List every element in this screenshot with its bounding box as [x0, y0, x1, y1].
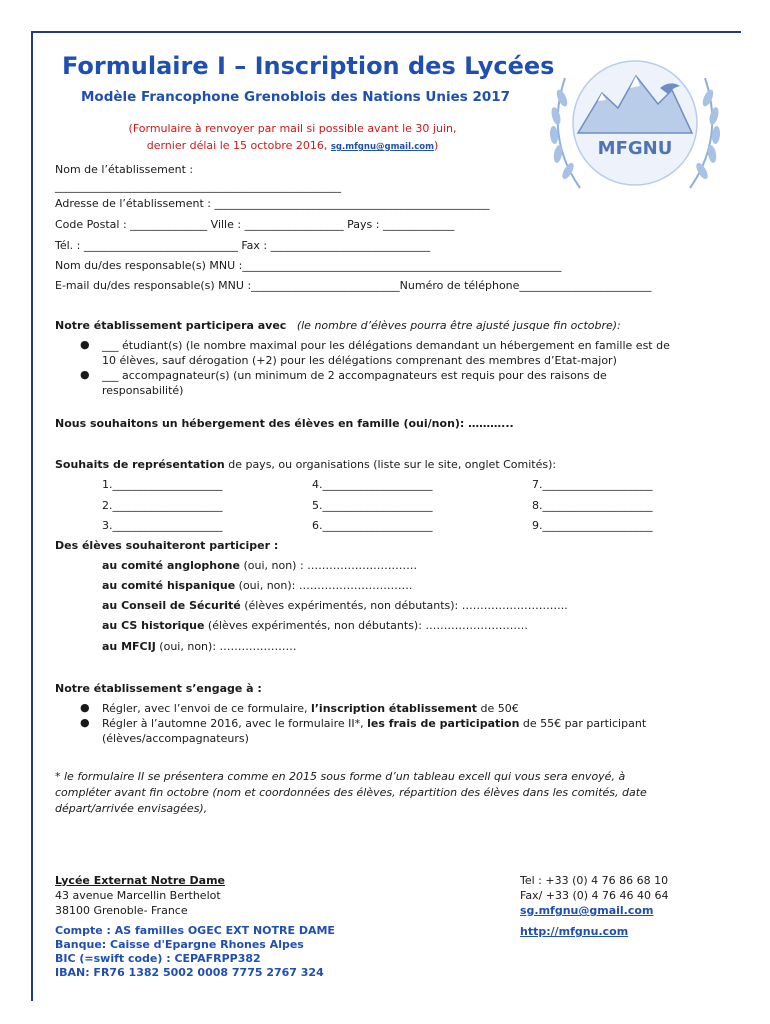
bank-account: Compte : AS familles OGEC EXT NOTRE DAME: [55, 924, 335, 937]
nom-etablissement-field[interactable]: ____________________________________________________: [55, 180, 341, 193]
engagement-1-pre: Régler, avec l’envoi de ce formulaire,: [102, 702, 311, 715]
comite-anglophone-label: au comité anglophone: [102, 559, 240, 572]
representation-slot-4[interactable]: 4.____________________: [312, 478, 433, 491]
comites-heading: Des élèves souhaiteront participer :: [55, 539, 279, 552]
comite-mfcij-label: au MFCIJ: [102, 640, 156, 653]
email-telephone-field[interactable]: E-mail du/des responsable(s) MNU :___________________________Numéro de téléphone________________________: [55, 279, 652, 292]
participation-heading-bold: Notre établissement participera avec: [55, 319, 287, 332]
representation-slot-7[interactable]: 7.____________________: [532, 478, 653, 491]
comite-hispanique-answer: (oui, non): ………………………….: [235, 579, 413, 592]
comite-mfcij-answer: (oui, non): …………………: [155, 640, 297, 653]
comite-hispanique[interactable]: [102, 579, 412, 592]
footnote-line-3: départ/arrivée envisagées),: [55, 802, 208, 815]
comite-mfcij[interactable]: [102, 640, 297, 653]
participation-heading-italic: (le nombre d’élèves pourra être ajusté jusque fin octobre):: [296, 319, 621, 332]
representation-heading: [55, 458, 556, 472]
representation-slot-8[interactable]: 8.____________________: [532, 499, 653, 512]
bank-bic: BIC (=swift code) : CEPAFRPP382: [55, 952, 261, 965]
comite-anglophone[interactable]: [102, 559, 417, 572]
notice-line-1: (Formulaire à renvoyer par mail si possible avant le 30 juin,: [128, 122, 457, 135]
representation-heading-bold: Souhaits de représentation: [55, 458, 225, 471]
website-link[interactable]: http://mfgnu.com: [520, 925, 629, 938]
tel-fax-field[interactable]: Tél. : ____________________________ Fax : _____________________________: [55, 239, 431, 252]
representation-slot-1[interactable]: 1.____________________: [102, 478, 223, 491]
school-address-1: 43 avenue Marcellin Berthelot: [55, 889, 221, 902]
hebergement-question[interactable]: Nous souhaitons un hébergement des élèves en famille (oui/non): ………...: [55, 417, 514, 430]
etudiants-line-1[interactable]: ___ étudiant(s) (le nombre maximal pour les délégations demandant un hébergement en famille est de: [102, 339, 670, 352]
bullet-icon: ●: [80, 368, 90, 381]
page-border-top: [31, 31, 741, 33]
notice-line-2: [95, 137, 490, 156]
notice-prefix: dernier délai le 15 octobre 2016,: [146, 139, 331, 152]
engagement-item-2: [102, 716, 646, 731]
engagement-1-post: de 50€: [477, 702, 519, 715]
page-border-left: [31, 31, 33, 1001]
representation-slot-2[interactable]: 2.____________________: [102, 499, 223, 512]
comite-cs-historique-label: au CS historique: [102, 619, 205, 632]
bank-name: Banque: Caisse d'Epargne Rhones Alpes: [55, 938, 304, 951]
comite-anglophone-answer: (oui, non) : …………………………: [239, 559, 418, 572]
comite-conseil-securite-answer: (élèves expérimentés, non débutants): ………………………..: [240, 599, 568, 612]
engagement-heading: Notre établissement s’engage à :: [55, 682, 262, 695]
notice-suffix: ): [433, 139, 439, 152]
engagement-1-bold: l’inscription établissement: [310, 702, 478, 715]
representation-slot-5[interactable]: 5.____________________: [312, 499, 433, 512]
bullet-icon: ●: [80, 701, 90, 714]
bullet-icon: ●: [80, 338, 90, 351]
comite-cs-historique[interactable]: [102, 619, 528, 632]
nom-etablissement-label: Nom de l’établissement :: [55, 163, 194, 176]
engagement-item-1: [102, 701, 519, 716]
engagement-2-pre: Régler à l’automne 2016, avec le formulaire II*,: [102, 717, 368, 730]
representation-slot-9[interactable]: 9.____________________: [532, 519, 653, 532]
footnote-line-1: * le formulaire II se présentera comme en 2015 sous forme d’un tableau excell qui vous sera envoyé, à: [55, 770, 626, 783]
comite-cs-historique-answer: (élèves expérimentés, non débutants): ……………………….: [204, 619, 528, 632]
contact-fax: Fax/ +33 (0) 4 76 46 40 64: [520, 889, 669, 902]
comite-conseil-securite-label: au Conseil de Sécurité: [102, 599, 241, 612]
mfgnu-logo: [540, 38, 730, 198]
page-subtitle: Modèle Francophone Grenoblois des Nations Unies 2017: [81, 89, 511, 105]
page-title: Formulaire I – Inscription des Lycées: [62, 52, 555, 80]
engagement-2-post: de 55€ par participant: [519, 717, 647, 730]
contact-email-link[interactable]: sg.mfgnu@gmail.com: [520, 904, 654, 917]
school-address-2: 38100 Grenoble- France: [55, 904, 188, 917]
contact-tel: Tel : +33 (0) 4 76 86 68 10: [520, 874, 669, 887]
footnote-line-2: compléter avant fin octobre (nom et coordonnées des élèves, répartition des élèves dans les comités, date: [55, 786, 647, 799]
representation-slot-3[interactable]: 3.____________________: [102, 519, 223, 532]
notice-email-link[interactable]: sg.mfgnu@gmail.com: [330, 142, 434, 152]
code-postal-ville-pays-field[interactable]: Code Postal : ______________ Ville : __________________ Pays : _____________: [55, 218, 455, 231]
comite-hispanique-label: au comité hispanique: [102, 579, 236, 592]
representation-slot-6[interactable]: 6.____________________: [312, 519, 433, 532]
comite-conseil-securite[interactable]: [102, 599, 568, 612]
adresse-field[interactable]: Adresse de l’établissement : __________________________________________________: [55, 197, 490, 210]
nom-responsable-field[interactable]: Nom du/des responsable(s) MNU :__________________________________________________________: [55, 259, 562, 272]
accompagnateurs-line-2: responsabilité): [102, 384, 184, 397]
engagement-2-bold: les frais de participation: [367, 717, 520, 730]
bullet-icon: ●: [80, 716, 90, 729]
engagement-item-2-line-2: (élèves/accompagnateurs): [102, 732, 249, 745]
representation-heading-rest: de pays, ou organisations (liste sur le site, onglet Comités):: [224, 458, 557, 471]
participation-heading: [55, 319, 621, 333]
school-name: Lycée Externat Notre Dame: [55, 874, 226, 887]
accompagnateurs-line-1[interactable]: ___ accompagnateur(s) (un minimum de 2 accompagnateurs est requis pour des raisons de: [102, 369, 607, 382]
etudiants-line-2: 10 élèves, sauf dérogation (+2) pour les délégations comprenant des membres d’Etat-major): [102, 354, 617, 367]
bank-iban: IBAN: FR76 1382 5002 0008 7775 2767 324: [55, 966, 324, 979]
logo-text: MFGNU: [597, 138, 673, 159]
